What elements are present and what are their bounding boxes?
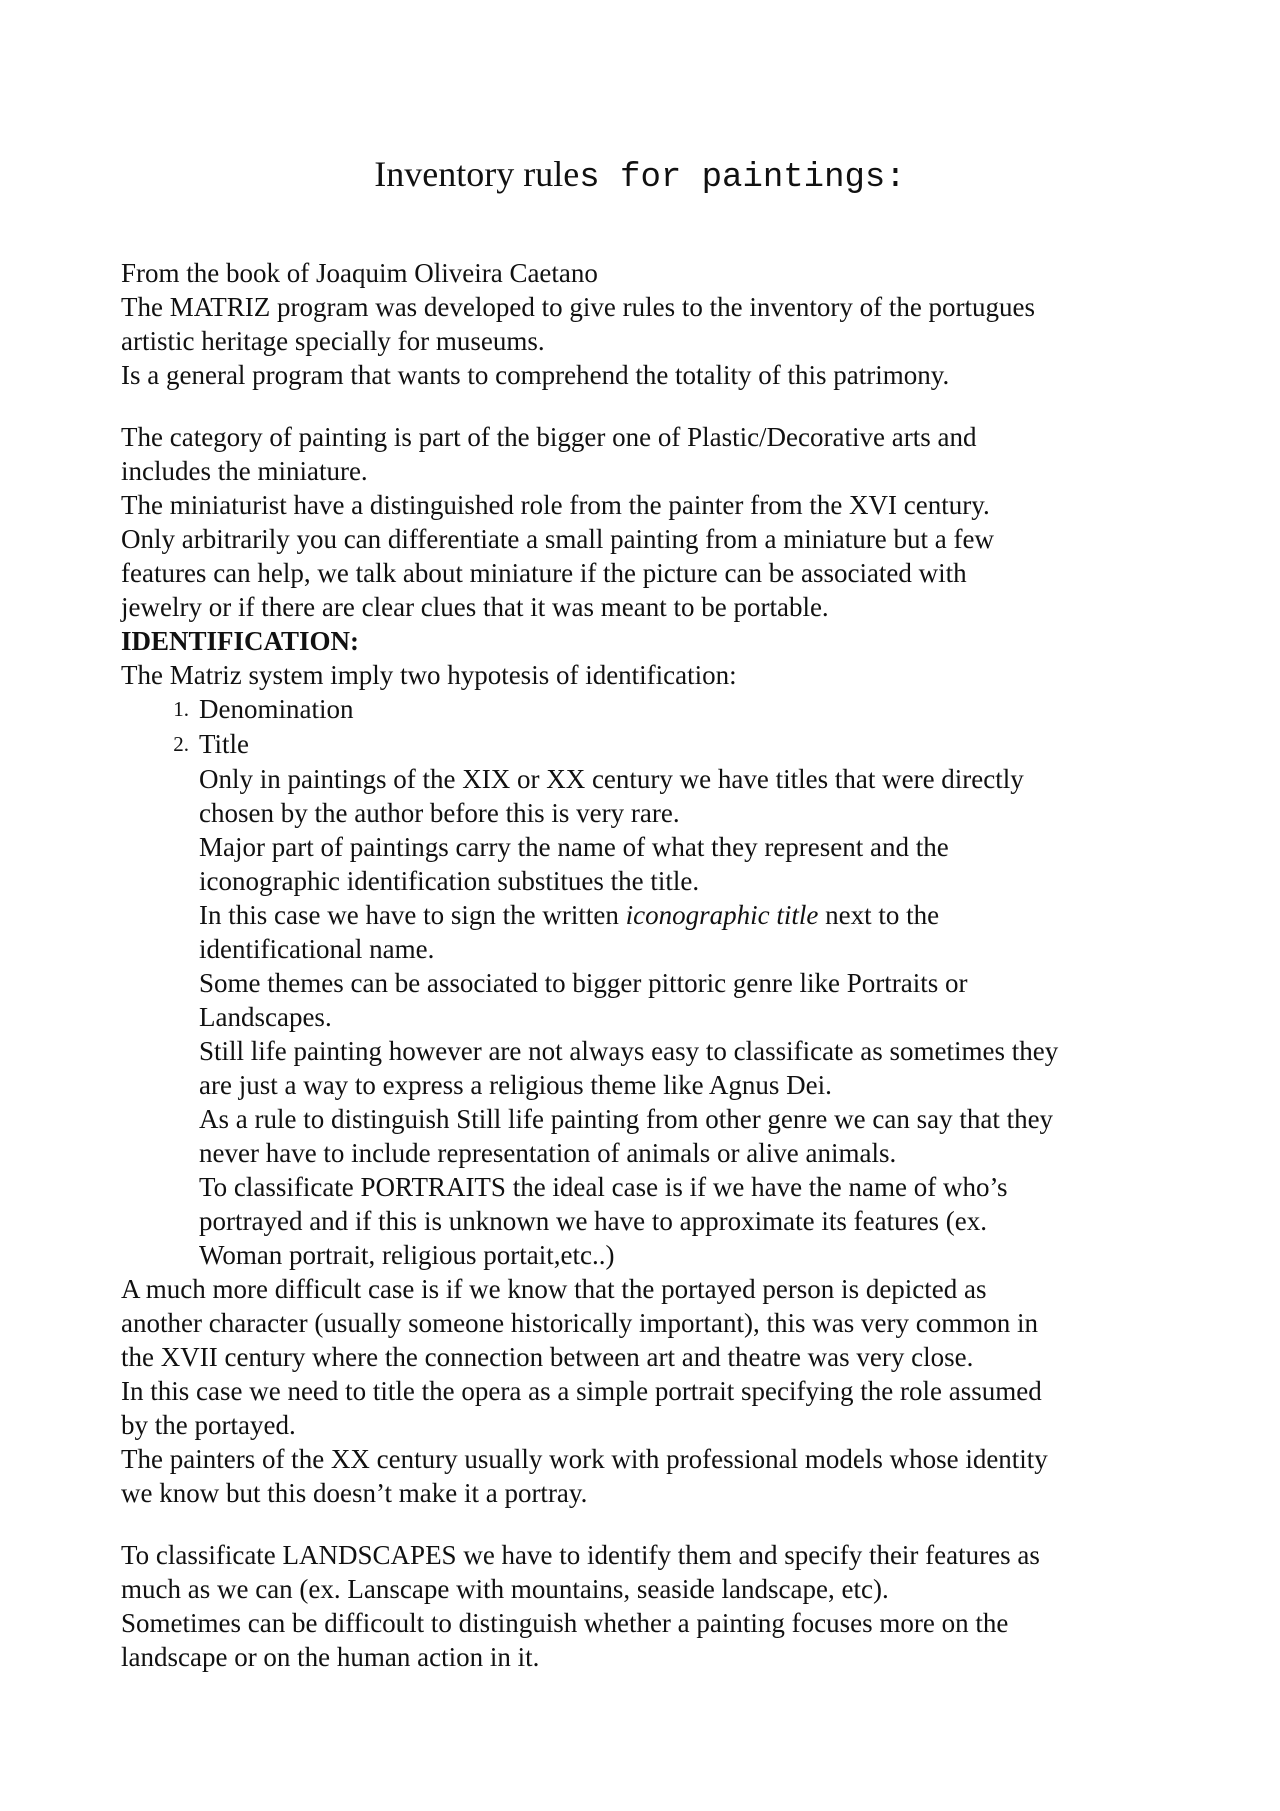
title-detail-line <box>121 898 1181 932</box>
portrait-line: we know but this doesn’t make it a portray. <box>121 1478 588 1508</box>
landscapes-line: landscape or on the human action in it. <box>121 1642 540 1672</box>
portrait-line: The painters of the XX century usually work with professional models whose identity <box>121 1444 1048 1474</box>
portrait-line: by the portayed. <box>121 1410 296 1440</box>
iconographic-title-emphasis: iconographic title <box>625 900 819 930</box>
title-detail-line: iconographic identification substitues the title. <box>199 866 700 896</box>
list-item-denomination <box>121 692 1181 727</box>
list-item-title <box>121 727 1181 762</box>
landscapes-line: Sometimes can be difficoult to distinguish whether a painting focuses more on the <box>121 1608 1009 1638</box>
intro-line: artistic heritage specially for museums. <box>121 326 545 356</box>
title-detail-line: chosen by the author before this is very rare. <box>199 798 680 828</box>
title-detail-line: To classificate PORTRAITS the ideal case is if we have the name of who’s <box>199 1172 1008 1202</box>
document-body <box>121 256 1181 1674</box>
category-line: jewelry or if there are clear clues that it was meant to be portable. <box>121 592 829 622</box>
paragraph-gap <box>121 1510 1181 1538</box>
title-part-serif: Inventory rule <box>374 154 580 194</box>
title-detail-text: In this case we have to sign the written <box>199 900 626 930</box>
portrait-line: another character (usually someone historically important), this was very common in <box>121 1308 1038 1338</box>
title-detail-line: Still life painting however are not always easy to classificate as sometimes they <box>199 1036 1059 1066</box>
title-detail-line: Landscapes. <box>199 1002 332 1032</box>
title-detail-line: Some themes can be associated to bigger pittoric genre like Portraits or <box>199 968 968 998</box>
list-marker: 1. <box>173 697 189 721</box>
category-line: The miniaturist have a distinguished role from the painter from the XVI century. <box>121 490 990 520</box>
category-line: The category of painting is part of the bigger one of Plastic/Decorative arts and <box>121 422 977 452</box>
intro-line: From the book of Joaquim Oliveira Caetano <box>121 258 598 288</box>
portrait-line: A much more difficult case is if we know that the portayed person is depicted as <box>121 1274 987 1304</box>
intro-line: The MATRIZ program was developed to give rules to the inventory of the portugues <box>121 292 1036 322</box>
title-detail-line: identificational name. <box>199 934 435 964</box>
title-detail-line: As a rule to distinguish Still life painting from other genre we can say that they <box>199 1104 1054 1134</box>
title-detail-line: never have to include representation of animals or alive animals. <box>199 1138 897 1168</box>
identification-intro: The Matriz system imply two hypotesis of identification: <box>121 660 737 690</box>
intro-line: Is a general program that wants to comprehend the totality of this patrimony. <box>121 360 950 390</box>
portrait-line: the XVII century where the connection between art and theatre was very close. <box>121 1342 974 1372</box>
title-part-mono: s for paintings: <box>579 159 906 197</box>
title-detail-line: Major part of paintings carry the name of what they represent and the <box>199 832 949 862</box>
title-detail-line: Only in paintings of the XIX or XX century we have titles that were directly <box>199 764 1024 794</box>
section-heading-identification: IDENTIFICATION: <box>121 626 360 656</box>
list-item-label: Title <box>199 729 250 759</box>
list-item-label: Denomination <box>199 694 354 724</box>
category-line: features can help, we talk about miniature if the picture can be associated with <box>121 558 967 588</box>
portrait-line: In this case we need to title the opera as a simple portrait specifying the role assumed <box>121 1376 1042 1406</box>
title-detail-line: portrayed and if this is unknown we have to approximate its features (ex. <box>199 1206 988 1236</box>
landscapes-line: To classificate LANDSCAPES we have to identify them and specify their features as <box>121 1540 1040 1570</box>
title-detail-text: next to the <box>818 900 940 930</box>
title-detail-line: are just a way to express a religious theme like Agnus Dei. <box>199 1070 832 1100</box>
landscapes-line: much as we can (ex. Lanscape with mountains, seaside landscape, etc). <box>121 1574 889 1604</box>
list-marker: 2. <box>173 732 189 756</box>
category-line: Only arbitrarily you can differentiate a small painting from a miniature but a few <box>121 524 994 554</box>
category-line: includes the miniature. <box>121 456 368 486</box>
page-title <box>0 152 1280 200</box>
paragraph-gap <box>121 392 1181 420</box>
title-detail-line: Woman portrait, religious portait,etc..) <box>199 1240 615 1270</box>
